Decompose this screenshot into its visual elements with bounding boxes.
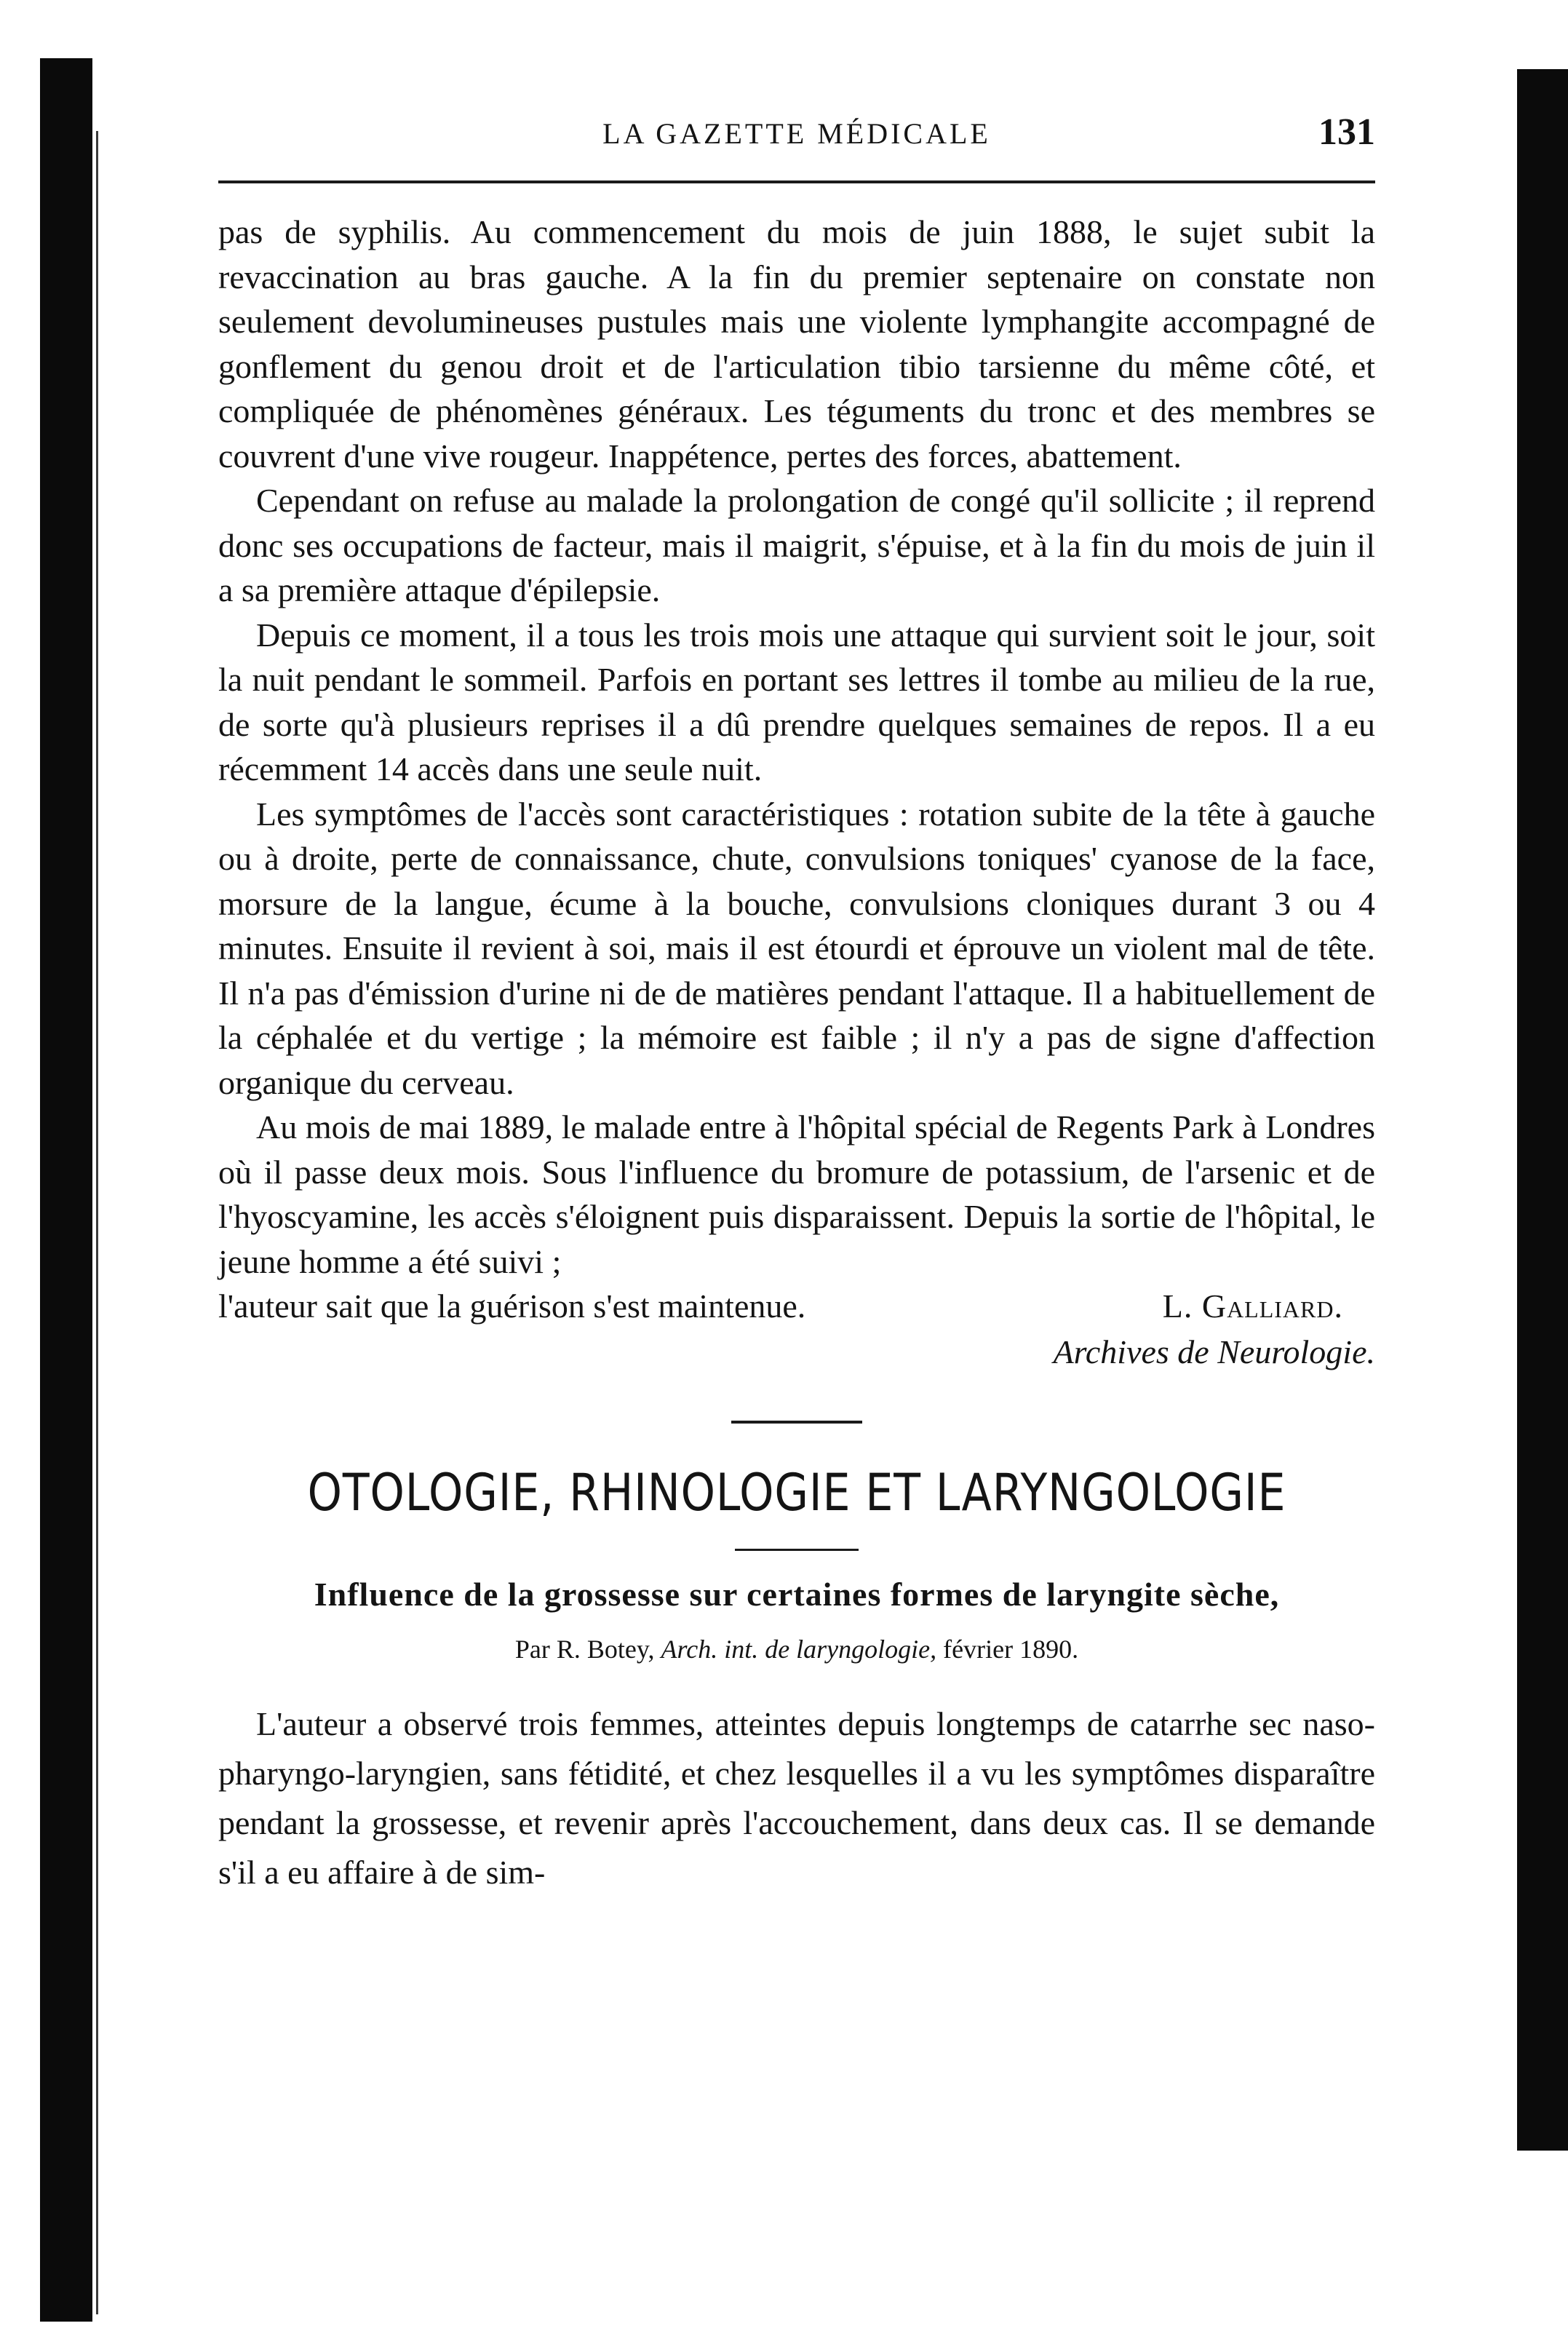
page-column	[218, 111, 1375, 1897]
binding-edge	[40, 58, 92, 2322]
byline-journal: Arch. int. de laryngologie,	[661, 1634, 937, 1664]
byline-date: février 1890.	[943, 1634, 1079, 1664]
signature-line	[218, 1284, 1375, 1329]
title-divider	[735, 1549, 859, 1551]
section-divider	[731, 1421, 862, 1424]
running-title: LA GAZETTE MÉDICALE	[602, 117, 991, 150]
article-text	[218, 1699, 1375, 1897]
paragraph: pas de syphilis. Au commencement du mois de juin 1888, le sujet subit la revaccination au bras gauche. A la fin du premier septenaire on constate non seulement devolumineuses pustules mais une violente lymphangite accompagné de gonflement du genou droit et de l'articulation tibio tarsienne du même côté, et compliquée de phénomènes généraux. Les téguments du tronc et des membres se couvrent d'une vive rougeur. Inappétence, pertes des forces, abattement.	[218, 213, 1375, 475]
paragraph: Depuis ce moment, il a tous les trois mois une attaque qui survient soit le jour, soit la nuit pendant le sommeil. Parfois en portant ses lettres il tombe au milieu de la rue, de sorte qu'à plusieurs reprises il a dû prendre quelques semaines de repos. Il a eu récemment 14 accès dans une seule nuit.	[218, 616, 1375, 787]
source-citation: Archives de Neurologie.	[1053, 1333, 1375, 1370]
paragraph: Au mois de mai 1889, le malade entre à l'hôpital spécial de Regents Park à Londres où il passe deux mois. Sous l'influence du bromure de potassium, de l'arsenic et de l'hyoscyamine, les accès s'éloignent puis disparaissent. Depuis la sortie de l'hôpital, le jeune homme a été suivi ;	[218, 1108, 1375, 1280]
paragraph: Cependant on refuse au malade la prolongation de congé qu'il sollicite ; il reprend donc ses occupations de facteur, mais il maigrit, s'épuise, et à la fin du mois de juin il a sa première attaque d'épilepsie.	[218, 482, 1375, 608]
right-page-edge	[1517, 69, 1568, 2151]
closing-line: l'auteur sait que la guérison s'est maintenue.	[218, 1287, 806, 1325]
header-rule	[218, 180, 1375, 183]
page-number: 131	[1318, 111, 1375, 153]
section-title: OTOLOGIE, RHINOLOGIE ET LARYNGOLOGIE	[307, 1462, 1286, 1523]
paragraph: L'auteur a observé trois femmes, atteintes depuis longtemps de catarrhe sec naso-pharyngo-laryngien, sans fétidité, et chez lesquelles il a vu les symptômes disparaître pendant la grossesse, et revenir après l'accouchement, dans deux cas. Il se demande s'il a eu affaire à de sim-	[218, 1704, 1375, 1891]
author-signature: L. Galliard.	[1162, 1287, 1343, 1325]
byline-author: Par R. Botey,	[514, 1634, 655, 1664]
byline	[218, 1631, 1375, 1667]
paragraph: Les symptômes de l'accès sont caractéristiques : rotation subite de la tête à gauche ou à droite, perte de connaissance, chute, convulsions toniques' cyanose de la face, morsure de la langue, écume à la bouche, convulsions cloniques durant 3 ou 4 minutes. Ensuite il revient à soi, mais il est étourdi et éprouve un violent mal de tête. Il n'a pas d'émission d'urine ni de de matières pendant l'attaque. Il a habituellement de la céphalée et du vertige ; la mémoire est faible ; il n'y a pas de signe d'affection organique du cerveau.	[218, 795, 1375, 1101]
article-title: Influence de la grossesse sur certaines formes de laryngite sèche,	[314, 1575, 1280, 1613]
article-body	[218, 210, 1375, 1376]
binding-edge-line	[96, 131, 98, 2314]
running-head	[218, 111, 1375, 175]
